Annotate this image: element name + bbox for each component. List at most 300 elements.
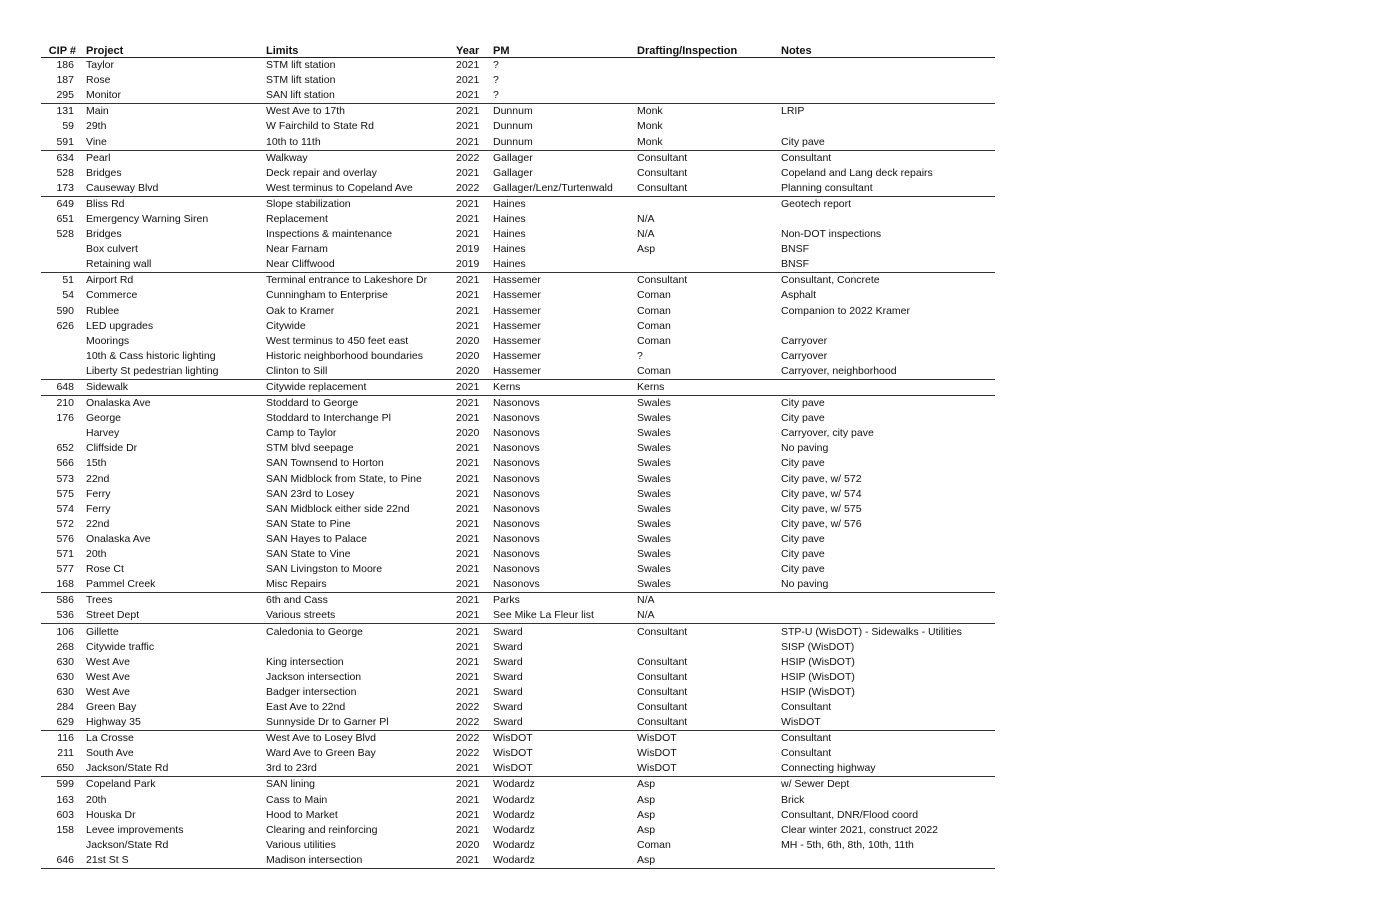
cell-project: George (86, 412, 122, 425)
cell-notes: Carryover, city pave (781, 427, 874, 440)
table-row (41, 288, 995, 303)
cell-limits: Historic neighborhood boundaries (266, 349, 424, 362)
cell-project: 29th (86, 120, 107, 133)
cell-cip: 634 (56, 151, 74, 164)
table-row (41, 304, 995, 319)
table-row (41, 150, 995, 166)
cell-project: Rublee (86, 304, 120, 317)
cell-cip: 168 (41, 577, 82, 593)
cell-limits: Jackson intersection (266, 670, 362, 683)
cell-drafting: Monk (637, 120, 663, 133)
cell-project: Rose Ct (86, 563, 124, 576)
table-row (41, 777, 995, 793)
cell-pm: Hassemer (493, 274, 541, 287)
cell-drafting: Asp (637, 823, 656, 836)
cell-pm: Sward (493, 625, 523, 638)
cell-project: Bridges (86, 166, 122, 179)
cell-cip (41, 242, 82, 257)
cell-drafting: Asp (637, 808, 656, 821)
cell-drafting (633, 196, 777, 212)
cell-project: Onalaska Ave (86, 532, 151, 545)
cell-project: Harvey (86, 427, 120, 440)
cell-year: 2021 (456, 105, 480, 118)
cell-cip: 106 (56, 625, 74, 638)
table-row (41, 73, 995, 88)
table-row (41, 761, 995, 777)
cell-year: 2021 (456, 228, 480, 241)
cell-year: 2021 (456, 778, 480, 791)
cell-notes: City pave (781, 412, 825, 425)
cell-project: Sidewalk (82, 379, 262, 395)
table-row (41, 746, 995, 761)
cell-project: La Crosse (86, 732, 134, 745)
cell-notes: LRIP (781, 105, 805, 118)
cell-drafting: N/A (637, 212, 655, 225)
cell-cip: 590 (56, 304, 74, 317)
cell-project: 20th (86, 548, 107, 561)
cell-drafting: Swales (637, 563, 671, 576)
cell-year: 2021 (456, 625, 480, 638)
cell-year: 2021 (456, 472, 480, 485)
cell-drafting: Monk (637, 105, 663, 118)
table-header (41, 40, 995, 58)
cell-project: 22nd (86, 517, 110, 530)
table-row (41, 227, 995, 242)
cell-pm: Sward (493, 655, 523, 668)
cell-limits: Replacement (266, 212, 328, 225)
cell-project: Bridges (86, 228, 122, 241)
cell-limits: Clearing and reinforcing (266, 823, 378, 836)
cell-notes: HSIP (WisDOT) (781, 670, 855, 683)
cell-limits: SAN State to Pine (266, 517, 351, 530)
cell-year: 2022 (455, 715, 489, 731)
table-row (41, 181, 995, 197)
cell-pm: Hassemer (489, 364, 633, 380)
table-row (41, 119, 995, 134)
cell-cip: 528 (56, 228, 74, 241)
table-row (41, 793, 995, 808)
cip-project-sheet (41, 40, 995, 869)
cell-drafting: Swales (637, 397, 671, 410)
cell-project: Ferry (86, 502, 111, 515)
cell-pm: Sward (493, 670, 523, 683)
cell-notes: Copeland and Lang deck repairs (781, 166, 933, 179)
cell-drafting (633, 73, 777, 88)
cell-notes: Clear winter 2021, construct 2022 (781, 823, 939, 836)
cell-cip: 211 (57, 747, 74, 760)
cell-pm: Wodardz (493, 808, 535, 821)
cell-cip: 528 (56, 166, 74, 179)
cell-drafting: WisDOT (637, 747, 677, 760)
cell-project: Rose (86, 74, 111, 87)
cell-limits: SAN 23rd to Losey (266, 487, 355, 500)
cell-project: Retaining wall (82, 257, 262, 273)
cell-pm: Nasonovs (493, 563, 540, 576)
cell-year: 2021 (456, 289, 480, 302)
cell-cip: 571 (56, 548, 74, 561)
cell-drafting: Asp (633, 853, 777, 869)
cell-project: West Ave (86, 655, 130, 668)
cell-cip: 630 (56, 670, 74, 683)
cell-drafting: Consultant (633, 715, 777, 731)
cell-year: 2021 (456, 517, 480, 530)
cell-cip: 131 (56, 105, 74, 118)
cell-pm: Hassemer (493, 304, 541, 317)
cell-notes: No paving (777, 577, 995, 593)
cell-pm: ? (493, 74, 499, 87)
cell-pm: Wodardz (493, 778, 535, 791)
cell-limits: King intersection (266, 655, 344, 668)
cell-cip: 586 (56, 594, 74, 607)
header-cip: CIP # (41, 40, 82, 58)
cell-limits: Terminal entrance to Lakeshore Dr (266, 274, 428, 287)
cell-year: 2019 (456, 243, 480, 256)
cell-limits: STM blvd seepage (266, 442, 354, 455)
cell-limits: Sunnyside Dr to Garner Pl (262, 715, 455, 731)
cell-project: Emergency Warning Siren (86, 212, 209, 225)
cell-year: 2021 (455, 577, 489, 593)
cell-pm: Haines (489, 257, 633, 273)
cell-limits: SAN lift station (262, 88, 455, 104)
table-row (41, 273, 995, 289)
cell-cip: 576 (56, 532, 74, 545)
cell-pm: Nasonovs (489, 577, 633, 593)
table-row (41, 364, 995, 380)
cell-year: 2022 (456, 732, 480, 745)
cell-limits: 3rd to 23rd (262, 761, 455, 777)
header-notes: Notes (777, 40, 995, 58)
cell-notes: City pave (781, 532, 825, 545)
cell-year: 2021 (456, 670, 480, 683)
project-table (41, 40, 995, 869)
cell-project: Ferry (86, 487, 111, 500)
cell-limits: Camp to Taylor (266, 427, 337, 440)
cell-cip: 648 (41, 379, 82, 395)
cell-year: 2021 (456, 548, 480, 561)
cell-cip: 163 (56, 793, 74, 806)
cell-cip: 186 (56, 59, 74, 72)
cell-year: 2021 (456, 397, 480, 410)
cell-cip: 626 (56, 319, 74, 332)
cell-pm: WisDOT (493, 747, 533, 760)
cell-cip: 577 (56, 563, 74, 576)
cell-limits: Slope stabilization (266, 197, 351, 210)
cell-project: Commerce (86, 289, 138, 302)
cell-cip: 572 (56, 517, 74, 530)
table-row (41, 426, 995, 441)
cell-limits: SAN Townsend to Horton (266, 457, 384, 470)
table-row (41, 349, 995, 364)
cell-notes: BNSF (777, 257, 995, 273)
cell-pm: Wodardz (493, 793, 535, 806)
cell-cip: 116 (57, 732, 74, 745)
cell-limits: Caledonia to George (266, 625, 363, 638)
table-row (41, 411, 995, 426)
cell-limits: East Ave to 22nd (266, 700, 346, 713)
cell-pm: Gallager (493, 166, 533, 179)
cell-pm: Nasonovs (493, 427, 540, 440)
cell-notes (777, 119, 995, 134)
cell-year: 2021 (456, 120, 480, 133)
table-body (41, 58, 995, 869)
cell-notes: Carryover, neighborhood (777, 364, 995, 380)
table-row (41, 58, 995, 74)
cell-cip: 210 (56, 397, 74, 410)
cell-drafting: N/A (637, 594, 655, 607)
cell-project: Vine (82, 134, 262, 150)
cell-year: 2021 (456, 442, 480, 455)
table-row (41, 319, 995, 334)
cell-limits: Hood to Market (266, 808, 338, 821)
cell-pm: Parks (493, 594, 520, 607)
cell-drafting: Consultant (637, 685, 688, 698)
cell-year: 2021 (456, 808, 480, 821)
cell-year: 2021 (456, 304, 480, 317)
cell-cip: 54 (62, 289, 74, 302)
cell-limits: SAN State to Vine (266, 548, 351, 561)
cell-pm: Nasonovs (493, 517, 540, 530)
cell-pm: ? (489, 88, 633, 104)
cell-year: 2020 (456, 334, 480, 347)
cell-limits: SAN Hayes to Palace (266, 532, 367, 545)
cell-notes: Consultant (781, 747, 832, 760)
cell-drafting (633, 640, 777, 655)
cell-notes (777, 212, 995, 227)
cell-notes: City pave (781, 457, 825, 470)
table-row (41, 731, 995, 747)
cell-drafting: Coman (633, 364, 777, 380)
table-row (41, 166, 995, 181)
cell-drafting: Asp (637, 793, 656, 806)
cell-year: 2022 (456, 151, 480, 164)
cell-cip: 652 (56, 442, 74, 455)
cell-cip: 575 (56, 487, 74, 500)
cell-pm: Nasonovs (493, 502, 540, 515)
cell-year: 2021 (456, 502, 480, 515)
cell-drafting: Consultant (637, 166, 688, 179)
cell-pm: Nasonovs (493, 472, 540, 485)
cell-drafting: Asp (637, 243, 656, 256)
table-row (41, 640, 995, 655)
cell-notes: Geotech report (781, 197, 852, 210)
cell-drafting: Swales (637, 457, 671, 470)
cell-limits: Various streets (262, 608, 455, 624)
cell-pm: WisDOT (493, 732, 533, 745)
cell-limits: West terminus to Copeland Ave (262, 181, 455, 197)
cell-cip: 295 (41, 88, 82, 104)
cell-pm: Sward (493, 700, 523, 713)
table-row (41, 670, 995, 685)
table-row (41, 334, 995, 349)
cell-cip: 649 (56, 197, 74, 210)
cell-year: 2021 (455, 853, 489, 869)
cell-limits: SAN Midblock either side 22nd (266, 502, 410, 515)
cell-year: 2021 (455, 88, 489, 104)
cell-year: 2020 (456, 427, 480, 440)
cell-project: Cliffside Dr (86, 442, 138, 455)
cell-year: 2021 (456, 532, 480, 545)
cell-pm: Nasonovs (493, 548, 540, 561)
cell-notes (777, 88, 995, 104)
cell-limits: Ward Ave to Green Bay (266, 747, 376, 760)
cell-limits: Clinton to Sill (262, 364, 455, 380)
table-row (41, 685, 995, 700)
cell-drafting: WisDOT (637, 732, 677, 745)
table-row (41, 396, 995, 412)
table-row (41, 487, 995, 502)
header-project: Project (82, 40, 262, 58)
table-row (41, 823, 995, 838)
cell-notes: HSIP (WisDOT) (781, 655, 855, 668)
cell-cip: 630 (56, 685, 74, 698)
table-row (41, 808, 995, 823)
cell-project: 21st St S (82, 853, 262, 869)
cell-cip: 574 (56, 502, 74, 515)
cell-limits: Madison intersection (262, 853, 455, 869)
cell-limits: STM lift station (266, 74, 336, 87)
table-row (41, 212, 995, 227)
cell-notes (777, 593, 995, 609)
cell-project: Pearl (86, 151, 111, 164)
cell-year: 2022 (456, 747, 480, 760)
cell-project: Gillette (86, 625, 119, 638)
cell-year: 2021 (456, 487, 480, 500)
table-row (41, 104, 995, 120)
cell-year: 2019 (455, 257, 489, 273)
header-drafting: Drafting/Inspection (633, 40, 777, 58)
cell-year: 2022 (456, 700, 480, 713)
cell-project: Levee improvements (86, 823, 184, 836)
cell-drafting: ? (637, 349, 643, 362)
table-row (41, 532, 995, 547)
cell-project: 20th (86, 793, 107, 806)
cell-limits: Near Cliffwood (262, 257, 455, 273)
cell-notes: Non-DOT inspections (781, 228, 882, 241)
cell-drafting: Coman (637, 304, 671, 317)
cell-notes: City pave (781, 563, 825, 576)
cell-year: 2021 (456, 594, 480, 607)
cell-cip: 51 (62, 274, 74, 287)
cell-drafting: Consultant (633, 181, 777, 197)
cell-drafting: Asp (637, 778, 656, 791)
cell-project: South Ave (86, 747, 134, 760)
cell-cip: 59 (62, 120, 74, 133)
cell-notes: City pave (777, 134, 995, 150)
cell-limits: West Ave to Losey Blvd (266, 732, 376, 745)
cell-cip: 650 (41, 761, 82, 777)
cell-cip (41, 257, 82, 273)
cell-year: 2021 (456, 655, 480, 668)
cell-drafting: Swales (637, 548, 671, 561)
cell-limits: Stoddard to George (266, 397, 359, 410)
cell-drafting: Swales (637, 412, 671, 425)
cell-drafting: WisDOT (633, 761, 777, 777)
cell-notes: Connecting highway (777, 761, 995, 777)
table-row (41, 593, 995, 609)
cell-year: 2021 (456, 212, 480, 225)
cell-limits: Inspections & maintenance (266, 228, 393, 241)
cell-pm: Nasonovs (493, 457, 540, 470)
cell-drafting: Coman (637, 334, 671, 347)
table-row (41, 838, 995, 853)
cell-project: Bliss Rd (86, 197, 125, 210)
table-row (41, 502, 995, 517)
cell-pm: Haines (493, 243, 526, 256)
cell-cip: 187 (56, 74, 74, 87)
cell-project: Pammel Creek (82, 577, 262, 593)
cell-drafting (633, 88, 777, 104)
cell-notes (777, 853, 995, 869)
cell-project: Trees (86, 594, 113, 607)
cell-notes: City pave, w/ 574 (781, 487, 862, 500)
cell-cip: 599 (56, 778, 74, 791)
cell-limits: West terminus to 450 feet east (266, 334, 409, 347)
cell-project: Main (86, 105, 109, 118)
cell-year: 2021 (456, 197, 480, 210)
cell-project: 22nd (86, 472, 110, 485)
cell-year: 2021 (456, 640, 480, 653)
cell-drafting: Consultant (637, 625, 688, 638)
cell-drafting: Consultant (637, 670, 688, 683)
cell-limits: Citywide (266, 319, 306, 332)
cell-pm: Haines (493, 212, 526, 225)
cell-notes: SISP (WisDOT) (781, 640, 855, 653)
cell-limits: Cass to Main (266, 793, 328, 806)
cell-drafting: Coman (637, 319, 671, 332)
cell-notes: Consultant, Concrete (781, 274, 880, 287)
cell-limits: Citywide replacement (262, 379, 455, 395)
header-row (41, 40, 995, 58)
cell-year: 2021 (455, 608, 489, 624)
cell-year: 2021 (456, 793, 480, 806)
cell-notes: No paving (781, 442, 829, 455)
cell-pm: Nasonovs (493, 397, 540, 410)
cell-notes: City pave (781, 397, 825, 410)
cell-pm: Nasonovs (493, 487, 540, 500)
cell-cip (41, 364, 82, 380)
cell-notes: Consultant (781, 732, 832, 745)
cell-pm: Nasonovs (493, 532, 540, 545)
cell-pm: Gallager/Lenz/Turtenwald (489, 181, 633, 197)
table-row (41, 517, 995, 532)
cell-pm: Dunnum (489, 134, 633, 150)
cell-drafting: N/A (633, 608, 777, 624)
cell-pm: Gallager (493, 151, 533, 164)
cell-notes: Companion to 2022 Kramer (781, 304, 910, 317)
cell-pm: Sward (489, 715, 633, 731)
cell-drafting: Kerns (633, 379, 777, 395)
cell-cip: 268 (56, 640, 74, 653)
table-row (41, 242, 995, 257)
cell-pm: WisDOT (489, 761, 633, 777)
cell-year: 2021 (456, 166, 480, 179)
cell-project: West Ave (86, 685, 130, 698)
cell-notes: Asphalt (781, 289, 817, 302)
cell-pm: Wodardz (493, 838, 535, 851)
cell-drafting (633, 257, 777, 273)
cell-drafting (633, 58, 777, 74)
table-row (41, 562, 995, 577)
cell-pm: Sward (493, 640, 523, 653)
cell-notes: Consultant (781, 700, 832, 713)
cell-project: 10th & Cass historic lighting (86, 349, 216, 362)
cell-year: 2021 (455, 761, 489, 777)
cell-pm: Nasonovs (493, 412, 540, 425)
cell-notes: City pave (781, 548, 825, 561)
cell-limits: West Ave to 17th (266, 105, 345, 118)
cell-limits: SAN Livingston to Moore (266, 563, 383, 576)
cell-limits: Deck repair and overlay (266, 166, 377, 179)
